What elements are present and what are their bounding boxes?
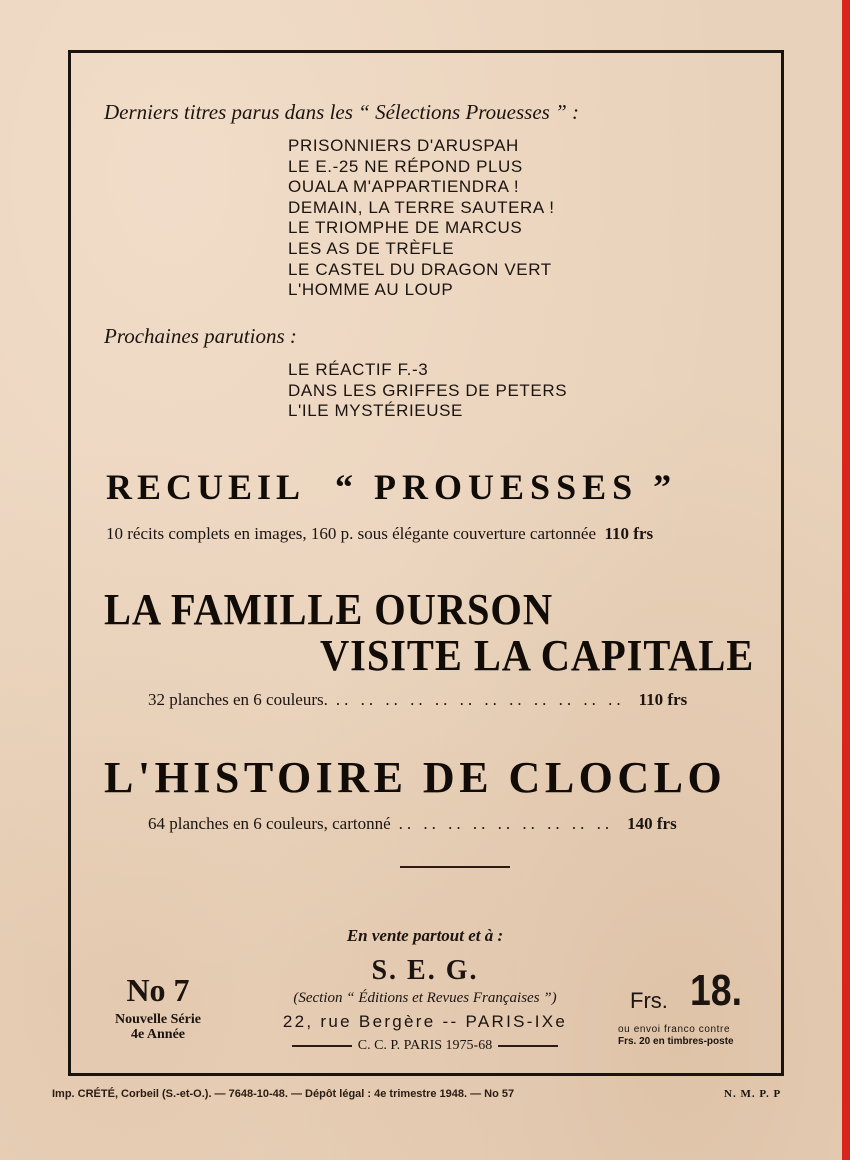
- famille-description: [148, 690, 687, 710]
- list-item: L'ILE MYSTÉRIEUSE: [288, 401, 463, 421]
- recueil-heading: [106, 466, 677, 508]
- stamps-note: Frs. 20 en timbres-poste: [618, 1036, 734, 1047]
- rule-right: [498, 1045, 558, 1047]
- year-label: 4e Année: [130, 1027, 186, 1042]
- price: 110 frs: [638, 690, 688, 709]
- rule-left: [292, 1045, 352, 1047]
- upcoming-intro: Prochaines parutions :: [104, 324, 297, 348]
- list-item: LE CASTEL DU DRAGON VERT: [288, 259, 552, 279]
- list-item: DEMAIN, LA TERRE SAUTERA !: [288, 197, 555, 217]
- famille-title-line1: LA FAMILLE OURSON: [104, 585, 553, 634]
- list-item: PRISONNIERS D'ARUSPAH: [288, 136, 519, 155]
- price: 140 frs: [627, 814, 677, 833]
- prouesses-word: “ PROUESSES ”: [335, 467, 678, 507]
- publisher-section: (Section “ Éditions et Revues Françaises ”): [293, 990, 557, 1006]
- list-item: LE TRIOMPHE DE MARCUS: [288, 218, 523, 238]
- issue-series: [106, 1012, 210, 1042]
- price-currency: Frs.: [630, 988, 668, 1013]
- upcoming-list: [288, 360, 567, 422]
- description-text: 64 planches en 6 couleurs, cartonné: [148, 814, 391, 833]
- recueil-description: [106, 524, 653, 544]
- list-item: L'HOMME AU LOUP: [288, 280, 454, 300]
- issue-number: No 7: [126, 972, 190, 1008]
- cloclo-title: L'HISTOIRE DE CLOCLO: [104, 753, 727, 802]
- description-text: 32 planches en 6 couleurs.: [148, 690, 328, 709]
- latest-titles-intro: Derniers titres parus dans les “ Sélections Prouesses ” :: [104, 100, 580, 124]
- printer-imprint: Imp. CRÉTÉ, Corbeil (S.-et-O.). — 7648-10-48. — Dépôt légal : 4e trimestre 1948. — No 57: [52, 1088, 515, 1100]
- series-label: Nouvelle Série: [115, 1012, 201, 1027]
- dot-leader: .. .. .. .. .. .. .. .. ..: [398, 814, 614, 833]
- list-item: LE RÉACTIF F.-3: [288, 360, 429, 379]
- ccp-text: C. C. P. PARIS 1975-68: [357, 1038, 493, 1053]
- list-item: OUALA M'APPARTIENDRA !: [288, 177, 520, 197]
- publisher-address: 22, rue Bergère -- PARIS-IXe: [282, 1012, 568, 1031]
- list-item: LES AS DE TRÈFLE: [288, 238, 455, 258]
- franco-note: ou envoi franco contre: [618, 1024, 731, 1035]
- price-value: 18.: [690, 966, 742, 1015]
- list-item: DANS LES GRIFFES DE PETERS: [288, 380, 568, 400]
- description-text: 10 récits complets en images, 160 p. sous élégante couverture cartonnée: [106, 524, 596, 543]
- section-divider: [400, 866, 510, 868]
- publisher-name: S. E. G.: [371, 955, 479, 986]
- price: 110 frs: [604, 524, 654, 543]
- sales-intro: En vente partout et à :: [346, 926, 504, 945]
- dot-leader: .. .. .. .. .. .. .. .. .. .. .. ..: [335, 690, 625, 709]
- famille-title-line2: VISITE LA CAPITALE: [320, 631, 755, 680]
- cloclo-description: [148, 814, 677, 834]
- list-item: LE E.-25 NE RÉPOND PLUS: [288, 156, 523, 176]
- recueil-word: RECUEIL: [106, 467, 306, 507]
- latest-titles-list: [288, 136, 555, 301]
- distributor-mark: N. M. P. P: [724, 1088, 782, 1100]
